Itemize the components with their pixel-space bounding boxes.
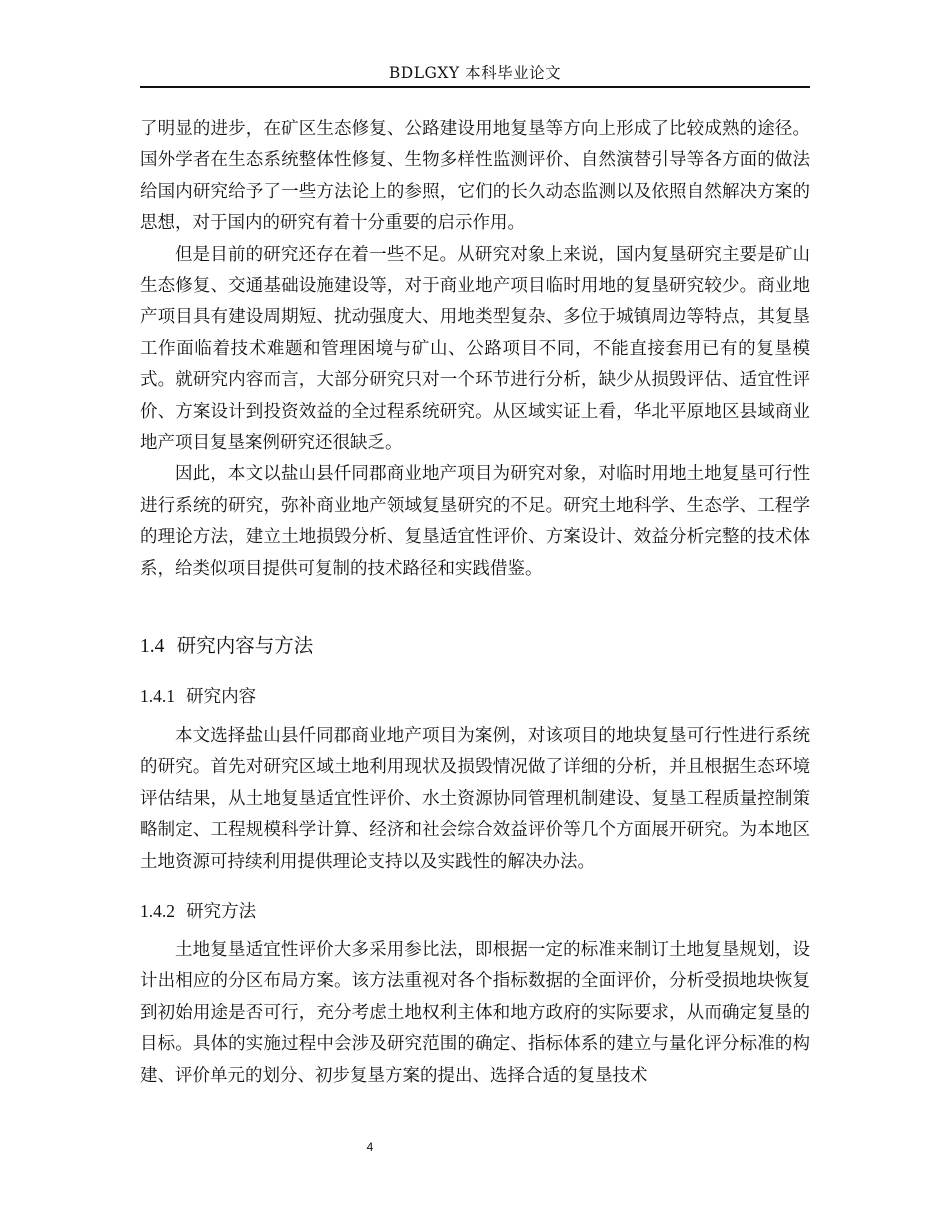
subsection-number: 1.4.1 [140,686,175,706]
paragraph-research-content: 本文选择盐山县仟同郡商业地产项目为案例，对该项目的地块复垦可行性进行系统的研究。首先对研究区域土地利用现状及损毁情况做了详细的分析，并且根据生态环境评估结果，从土地复垦适宜性评价、水土资源协同管理机制建设、复垦工程质量控制策略制定、工程规模科学计算、经济和社会综合效益评价等几个方面展开研究。为本地区土地资源可持续利用提供理论支持以及实践性的解决办法。 [140,726,810,872]
page-number: 4 [366,1140,374,1154]
paragraph-continuation: 了明显的进步，在矿区生态修复、公路建设用地复垦等方向上形成了比较成熟的途径。国外学者在生态系统整体性修复、生物多样性监测评价、自然演替引导等各方面的做法给国内研究给予了一些方法论上的参照，它们的长久动态监测以及依照自然解决方案的思想，对于国内的研究有着十分重要的启示作用。 [140,119,810,234]
paragraph-shortcomings: 但是目前的研究还存在着一些不足。从研究对象上来说，国内复垦研究主要是矿山生态修复、交通基础设施建设等，对于商业地产项目临时用地的复垦研究较少。商业地产项目具有建设周期短、扰动强度大、用地类型复杂、多位于城镇周边等特点，其复垦工作面临着技术难题和管理困境与矿山、公路项目不同，不能直接套用已有的复垦模式。就研究内容而言，大部分研究只对一个环节进行分析，缺少从损毁评估、适宜性评价、方案设计到投资效益的全过程系统研究。从区域实证上看，华北平原地区县域商业地产项目复垦案例研究还很缺乏。 [140,244,810,454]
section-title: 研究内容与方法 [176,634,314,657]
running-header: BDLGXY 本科毕业论文 [388,64,562,82]
section-heading-1-4 [140,631,810,662]
subsection-heading-1-4-1 [140,681,810,712]
subsection-number: 1.4.2 [140,901,175,921]
subsection-title: 研究内容 [186,687,257,707]
section-number: 1.4 [140,636,165,657]
subsection-heading-1-4-2 [140,896,810,927]
paragraph-therefore: 因此，本文以盐山县仟同郡商业地产项目为研究对象，对临时用地土地复垦可行性进行系统的研究，弥补商业地产领域复垦研究的不足。研究土地科学、生态学、工程学的理论方法，建立土地损毁分析、复垦适宜性评价、方案设计、效益分析完整的技术体系，给类似项目提供可复制的技术路径和实践借鉴。 [140,464,810,579]
body-block-content [140,721,810,878]
body-block-methods [140,935,810,1092]
body-block-top [140,114,810,585]
header-rule [140,86,810,88]
paragraph-research-methods: 土地复垦适宜性评价大多采用参比法，即根据一定的标准来制订土地复垦规划，设计出相应的分区布局方案。该方法重视对各个指标数据的全面评价，分析受损地块恢复到初始用途是否可行，充分考虑土地权利主体和地方政府的实际要求，从而确定复垦的目标。具体的实施过程中会涉及研究范围的确定、指标体系的建立与量化评分标准的构建、评价单元的划分、初步复垦方案的提出、选择合适的复垦技术 [140,940,810,1086]
subsection-title: 研究方法 [186,902,257,922]
